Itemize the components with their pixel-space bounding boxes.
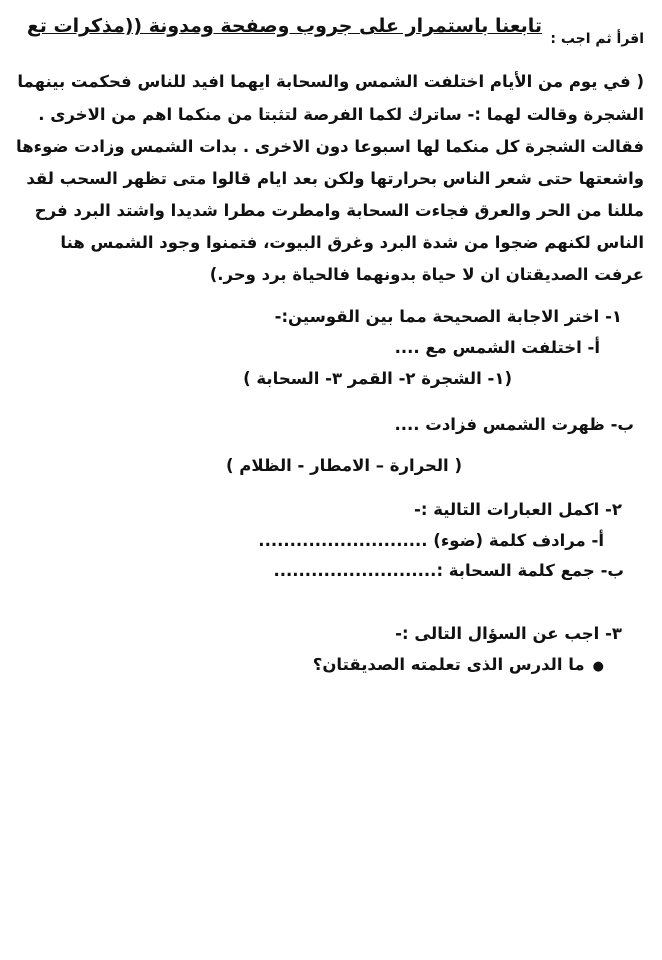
bullet-icon: ● — [592, 659, 604, 674]
passage-line: واشعتها حتى شعر الناس بحرارتها ولكن بعد ايام قالوا متى تظهر السحب لقد — [26, 169, 644, 188]
question-2a: أ- مرادف كلمة (ضوء) ........................... — [258, 531, 604, 550]
question-3-text: ما الدرس الذى تعلمته الصديقتان؟ — [312, 655, 585, 674]
question-3-title: ٣- اجب عن السؤال التالى :- — [395, 624, 622, 643]
passage-line: مللنا من الحر والعرق فجاءت السحابة وامطرت مطرا شديدا واشتد البرد فرح — [34, 201, 644, 220]
question-1a: أ- اختلفت الشمس مع .... — [394, 338, 600, 357]
question-2b: ب- جمع كلمة السحابة :.......................... — [273, 561, 624, 580]
question-1a-options: (١- الشجرة ٢- القمر ٣- السحابة ) — [243, 369, 512, 388]
passage-line: ( في يوم من الأيام اختلفت الشمس والسحابة ايهما افيد للناس فحكمت بينهما — [17, 72, 644, 91]
instruction-text: اقرأ ثم اجب : — [550, 31, 644, 47]
passage-line: فقالت الشجرة كل منكما لها اسبوعا دون الاخرى . بدات الشمس وزادت ضوءها — [16, 137, 644, 156]
question-1b: ب- ظهرت الشمس فزادت .... — [394, 415, 634, 434]
passage-line: الشجرة وقالت لهما :- ساترك لكما الفرصة لتثبتا من منكما اهم من الاخرى . — [38, 105, 644, 124]
question-1b-options: ( الحرارة – الامطار - الظلام ) — [225, 456, 462, 475]
question-3-item — [313, 657, 604, 674]
passage-line: عرفت الصديقتان ان لا حياة بدونهما فالحياة برد وحر.) — [209, 265, 644, 284]
question-1-title: ١- اختر الاجابة الصحيحة مما بين القوسين:- — [274, 307, 622, 326]
passage-line: الناس لكنهم ضجوا من شدة البرد وغرق البيوت، فتمنوا وجود الشمس هنا — [60, 233, 644, 252]
header-banner: تابعنا باستمرار على جروب وصفحة ومدونة ((مذكرات تع — [26, 15, 542, 37]
question-2-title: ٢- اكمل العبارات التالية :- — [414, 500, 622, 519]
